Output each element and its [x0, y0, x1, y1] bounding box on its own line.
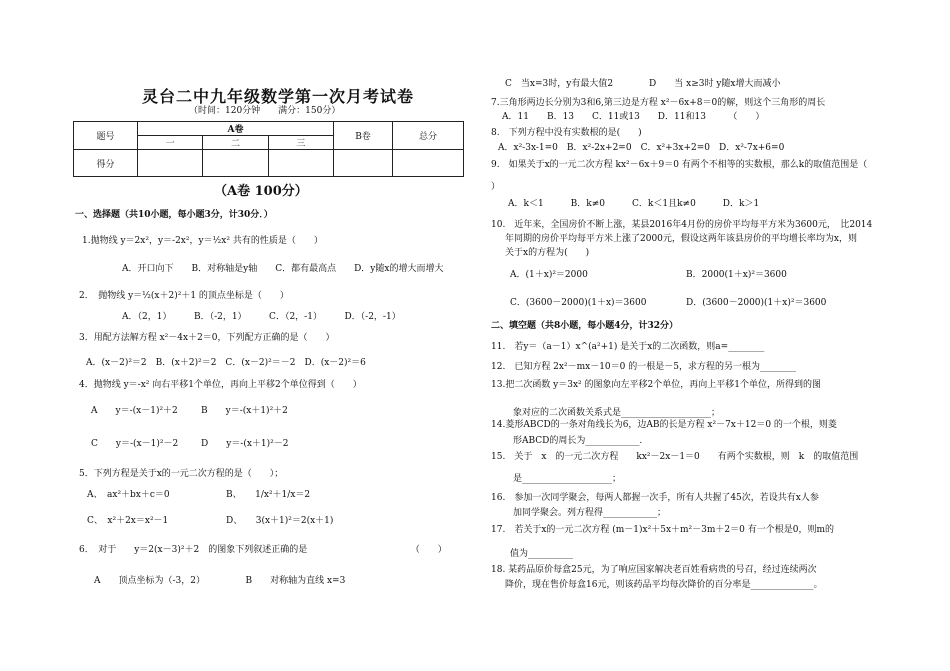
cell-a-juan: A卷 [138, 122, 334, 136]
question-15-line2: 是____________________； [513, 474, 622, 484]
question-13-line2: 象对应的二次函数关系式是____________________； [513, 408, 721, 418]
question-14-line2: 形ABCD的周长为____________. [513, 436, 643, 446]
score-total[interactable] [393, 150, 464, 177]
question-9-options: A．k＜1 B．k≠0 C．k＜1且k≠0 D．k＞1 [508, 199, 760, 209]
question-4-option-c: C y＝-(x－1)²－2 [91, 439, 179, 449]
question-3-options: A．(x－2)²＝2 B．(x＋2)²＝2 C．(x－2)²＝－2 D．(x－2)²＝6 [86, 358, 366, 368]
question-4-option-a: A y＝-(x－1)²＋2 [91, 406, 178, 416]
question-10-line2: 年同期的房价平均每平方米上涨了2000元，假设这两年该县房价的平均增长率均为x，则 [505, 234, 857, 244]
question-5: 5．下列方程是关于x的一元二次方程的是（ ）； [79, 469, 284, 479]
question-18-line1: 18. 某药品原价每盒25元，为了响应国家解决老百姓看病贵的号召，经过连续两次 [491, 565, 817, 575]
cell-b-juan: B卷 [334, 122, 393, 150]
question-2-options: A．（2，1） B．（-2，1） C．（2，-1） D．（-2，-1） [122, 312, 401, 322]
question-16-line1: 16. 参加一次同学聚会，每两人都握一次手，所有人共握了45次，若设共有x人参 [491, 493, 819, 503]
cell-defen: 得分 [74, 150, 138, 177]
question-5-option-a: A、 ax²＋bx＋c＝0 [87, 490, 170, 500]
score-table [73, 121, 464, 177]
question-15-line1: 15. 关于 x 的一元二次方程 kx²－2x－1＝0 有两个实数根，则 k 的取值范围 [491, 452, 859, 462]
part2-heading: 二、填空题（共8小题，每小题4分，计32分） [491, 321, 679, 331]
question-6: 6． 对于 y＝2(x－3)²＋2 的图象下列叙述正确的是 （ ） [79, 545, 447, 555]
score-er[interactable] [203, 150, 268, 177]
question-5-option-b: B、 1/x²＋1/x＝2 [226, 490, 311, 500]
exam-title: 灵台二中九年级数学第一次月考试卷 [142, 87, 415, 106]
question-8-options: A．x²-3x-1=0 B．x²-2x+2=0 C．x²+3x+2=0 D．x²-7x+6=0 [498, 143, 785, 153]
question-2: 2． 抛物线 y＝½(x＋2)²＋1 的顶点坐标是（ ） [79, 291, 289, 301]
question-11: 11. 若y＝（a－1）x^(a²+1) 是关于x的二次函数，则a=________ [491, 342, 765, 352]
question-5-option-c: C、 x²＋2x＝x²－1 [87, 516, 169, 526]
section-a-heading: （A卷 100分） [214, 184, 308, 199]
question-4-option-d: D y＝-(x＋1)²－2 [201, 439, 289, 449]
score-san[interactable] [268, 150, 333, 177]
exam-subtitle: （时间：120分钟 满分：150分） [189, 106, 341, 116]
question-16-line2: 加同学聚会。列方程得____________； [513, 508, 667, 518]
question-7-options: A．11 B．13 C．11或13 D．11和13 （ ） [502, 112, 765, 122]
cell-san: 三 [268, 136, 333, 150]
question-1-options: A．开口向下 B．对称轴是y轴 C．都有最高点 D．y随x的增大而增大 [122, 264, 444, 274]
question-10-option-a: A．(1＋x)²＝2000 [510, 270, 588, 280]
question-10-line3: 关于x的方程为( ) [505, 248, 590, 258]
cell-yi: 一 [138, 136, 203, 150]
question-12: 12. 已知方程 2x²－mx－10＝0 的一根是－5，求方程的另一根为________ [491, 362, 796, 372]
question-14-line1: 14.菱形ABCD的一条对角线长为6，边AB的长是方程 x²－7x＋12＝0 的一个根，则菱 [491, 420, 837, 430]
score-b[interactable] [334, 150, 393, 177]
question-10-line1: 10. 近年来，全国房价不断上涨，某县2016年4月份的房价平均每平方米为3600元， 比2014 [491, 220, 873, 230]
question-5-option-d: D、 3(x＋1)²＝2(x＋1) [226, 516, 334, 526]
question-3: 3．用配方法解方程 x²－4x＋2＝0，下列配方正确的是（ ） [79, 333, 335, 343]
question-13-line1: 13.把二次函数 y＝3x² 的图象向左平移2个单位，再向上平移1个单位，所得到的图 [491, 380, 821, 390]
question-9: 9. 如果关于x的一元二次方程 kx²－6x＋9＝0 有两个不相等的实数根，那么k的取值范围是（ [491, 160, 868, 170]
cell-er: 二 [203, 136, 268, 150]
question-4: 4．抛物线 y＝-x² 向右平移1个单位，再向上平移2个单位得到（ ） [79, 380, 362, 390]
question-9-paren: ） [491, 182, 501, 192]
question-1: 1.抛物线 y＝2x²，y＝-2x²，y＝½x² 共有的性质是（ ） [82, 236, 323, 246]
question-7: 7.三角形两边长分别为3和6,第三边是方程 x²－6x+8＝0的解，则这个三角形的周长 [491, 98, 826, 108]
question-18-line2: 降价，现在售价每盒16元，则该药品平均每次降价的百分率是______________。 [505, 580, 823, 590]
question-17-line2: 值为__________ [510, 549, 574, 559]
question-8: 8. 下列方程中没有实数根的是( ) [491, 128, 642, 138]
question-6-options-cd: C 当x=3时，y有最大值2 D 当 x≥3时 y随x增大而减小 [505, 79, 781, 89]
question-10-option-b: B．2000(1＋x)²＝3600 [686, 270, 787, 280]
question-6-options-ab: A 顶点坐标为（-3，2） B 对称轴为直线 x=3 [94, 576, 346, 586]
score-yi[interactable] [138, 150, 203, 177]
question-17-line1: 17. 若关于x的一元二次方程 (m－1)x²＋5x＋m²－3m＋2＝0 有一个根是0，则m的 [491, 525, 834, 535]
question-10-option-d: D．(3600－2000)(1＋x)²＝3600 [686, 298, 827, 308]
part1-heading: 一、选择题（共10小题，每小题3分，计30分．） [75, 210, 273, 220]
question-10-option-c: C．(3600－2000)(1＋x)＝3600 [510, 298, 647, 308]
cell-zongfen: 总分 [393, 122, 464, 150]
cell-tihao: 题号 [74, 122, 138, 150]
question-4-option-b: B y＝-(x＋1)²＋2 [201, 406, 288, 416]
